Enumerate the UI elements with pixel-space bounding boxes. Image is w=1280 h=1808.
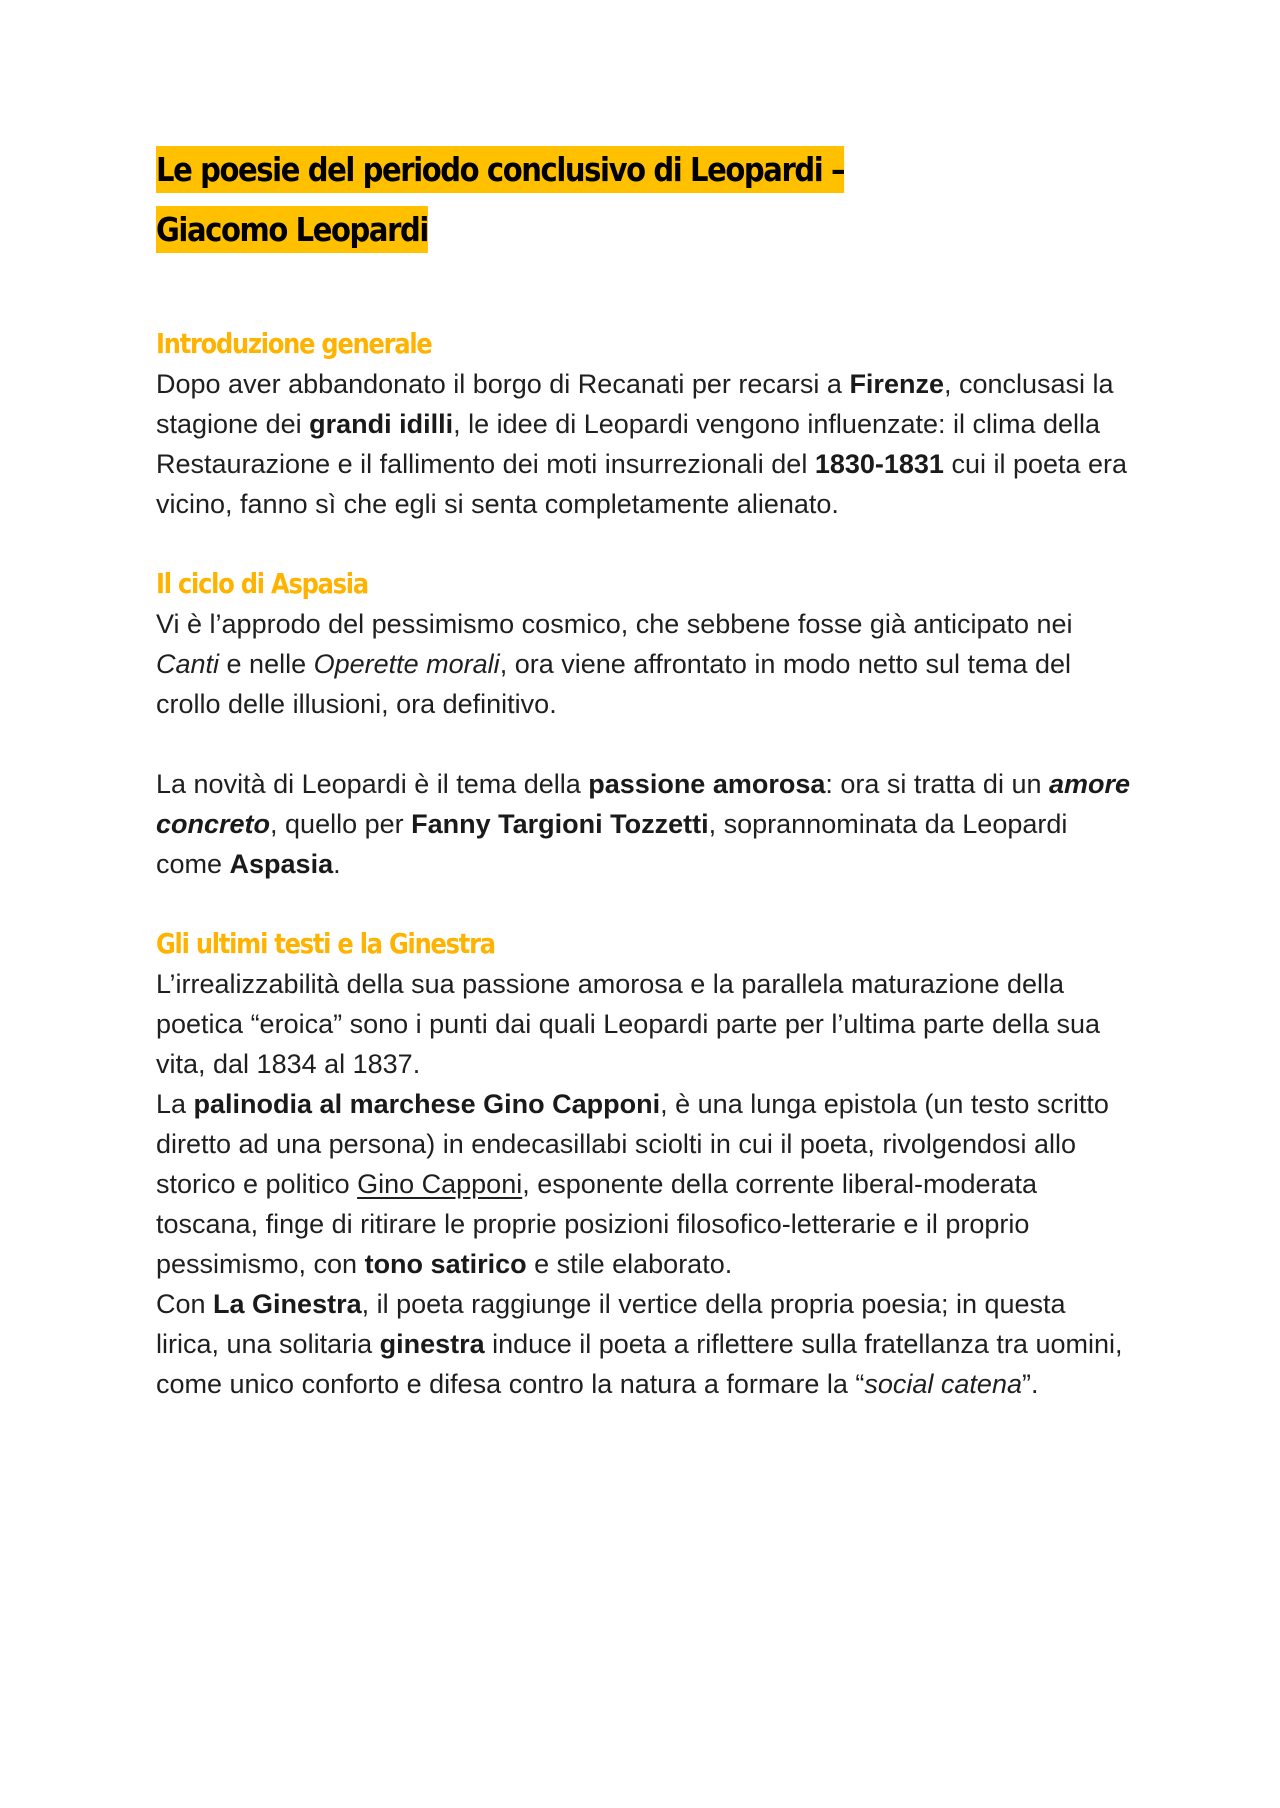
text-run: , quello per xyxy=(270,809,412,839)
italic-canti: Canti xyxy=(156,649,220,679)
bold-firenze: Firenze xyxy=(849,369,944,399)
text-run: Vi è l’approdo del pessimismo cosmico, che sebbene fosse già anticipato nei xyxy=(156,609,1073,639)
aspasia-paragraph-1 xyxy=(156,604,1136,724)
aspasia-paragraph-2 xyxy=(156,764,1136,884)
bold-passione-amorosa: passione amorosa xyxy=(588,769,826,799)
document-body xyxy=(156,140,1136,1404)
ginestra-paragraph-2 xyxy=(156,1084,1136,1284)
title-line-2: Giacomo Leopardi xyxy=(156,206,428,253)
text-run: , esponente della corrente liberal-moderata toscana, finge di ritirare le proprie posizioni filosofico-letterarie e il proprio pessimismo, con xyxy=(156,1169,1038,1279)
bold-grandi-idilli: grandi idilli xyxy=(309,409,454,439)
text-run: ”. xyxy=(1021,1369,1039,1399)
bold-years: 1830-1831 xyxy=(814,449,944,479)
text-run: , le idee di Leopardi vengono influenzate: il clima della Restaurazione e il fallimento dei moti insurrezionali del xyxy=(156,409,1101,479)
bold-fanny: Fanny Targioni Tozzetti xyxy=(411,809,709,839)
underlined-gino-capponi: Gino Capponi xyxy=(357,1169,523,1199)
bold-tono-satirico: tono satirico xyxy=(364,1249,527,1279)
text-run: e nelle xyxy=(219,649,314,679)
text-run: La xyxy=(156,1089,194,1119)
bold-aspasia: Aspasia xyxy=(229,849,334,879)
text-run: e stile elaborato. xyxy=(526,1249,733,1279)
title-line-1: Le poesie del periodo conclusivo di Leopardi – xyxy=(156,146,844,193)
text-run: induce il poeta a riflettere sulla fratellanza tra uomini, come unico conforto e difesa contro la natura a formare la “ xyxy=(156,1329,1123,1399)
bold-ginestra: ginestra xyxy=(379,1329,485,1359)
text-run: , conclusasi la stagione dei xyxy=(156,369,1114,439)
section-ginestra xyxy=(156,924,1136,1404)
text-run: , ora viene affrontato in modo netto sul tema del crollo delle illusioni, ora definitivo. xyxy=(156,649,1072,719)
text-run: cui il poeta era vicino, fanno sì che egli si senta completamente alienato. xyxy=(156,449,1128,519)
page-title xyxy=(156,140,1133,260)
bold-la-ginestra: La Ginestra xyxy=(213,1289,362,1319)
text-run: La novità di Leopardi è il tema della xyxy=(156,769,589,799)
text-run: , è una lunga epistola (un testo scritto diretto ad una persona) in endecasillabi sciolti in cui il poeta, rivolgendosi allo storico e politico xyxy=(156,1089,1109,1199)
text-run: : ora si tratta di un xyxy=(825,769,1049,799)
text-run: L’irrealizzabilità della sua passione amorosa e la parallela maturazione della poetica “eroica” sono i punti dai quali Leopardi parte per l’ultima parte della sua vita, dal 1834 al 1837. xyxy=(156,969,1101,1079)
section-heading-aspasia: Il ciclo di Aspasia xyxy=(156,567,368,600)
ginestra-paragraph-1 xyxy=(156,964,1136,1084)
text-run: . xyxy=(333,849,341,879)
section-intro xyxy=(156,324,1136,524)
intro-paragraph xyxy=(156,364,1136,524)
text-run: , il poeta raggiunge il vertice della propria poesia; in questa lirica, una solitaria xyxy=(156,1289,1066,1359)
ginestra-paragraph-3 xyxy=(156,1284,1136,1404)
text-run: Dopo aver abbandonato il borgo di Recanati per recarsi a xyxy=(156,369,850,399)
text-run: , soprannominata da Leopardi come xyxy=(156,809,1068,879)
bold-palinodia: palinodia al marchese Gino Capponi xyxy=(193,1089,661,1119)
italic-operette-morali: Operette morali xyxy=(313,649,500,679)
text-run: Con xyxy=(156,1289,214,1319)
section-heading-intro: Introduzione generale xyxy=(156,327,432,360)
italic-social-catena: social catena xyxy=(864,1369,1022,1399)
section-aspasia xyxy=(156,564,1136,884)
section-heading-ginestra: Gli ultimi testi e la Ginestra xyxy=(156,927,495,960)
bold-italic-amore-concreto: amore concreto xyxy=(156,769,1131,839)
